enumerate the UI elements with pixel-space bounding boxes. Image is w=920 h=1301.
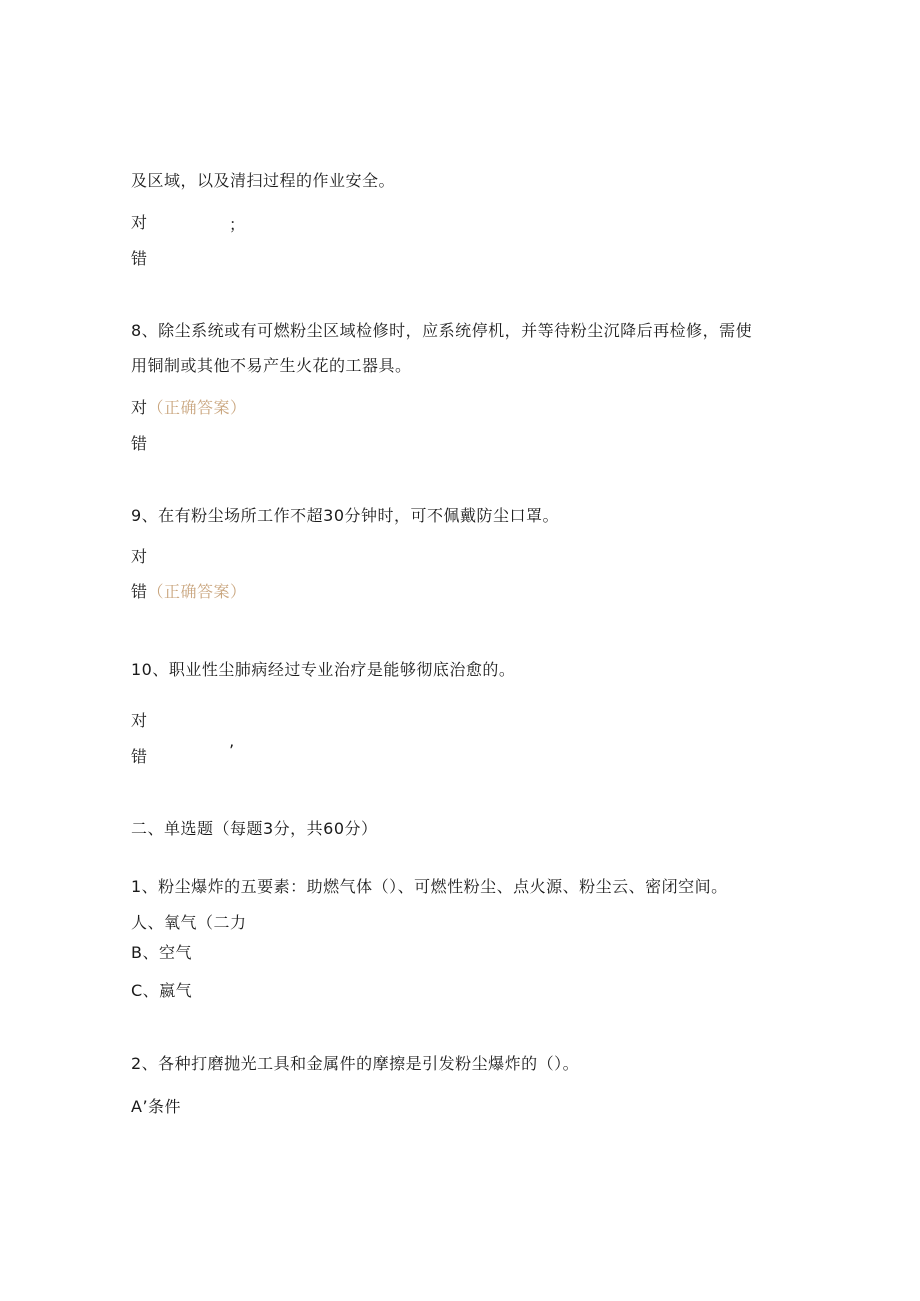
q9-correct-answer-mark: （正确答案）	[147, 582, 247, 601]
q7-stray-mark: ；	[229, 215, 246, 234]
q9-option-false	[131, 581, 247, 603]
q8-option-false: 错	[131, 434, 148, 453]
q10-text-line1: 10、职业性尘肺病经过专业治疗是能够彻底治愈的。	[131, 660, 516, 679]
mc1-question: 1、粉尘爆炸的五要素：助燃气体（）、可燃性粉尘、点火源、粉尘云、密闭空间。	[131, 877, 728, 896]
q9-text-line1: 9、在有粉尘场所工作不超30分钟时，可不佩戴防尘口罩。	[131, 506, 560, 525]
q10-option-false: 错	[131, 747, 148, 766]
q8-text-line2: 用铜制或其他不易产生火花的工器具。	[131, 356, 412, 375]
mc1-option-a: 人、氧气（二力	[131, 913, 247, 932]
mc2-question: 2、各种打磨抛光工具和金属件的摩擦是引发粉尘爆炸的（）。	[131, 1054, 580, 1073]
q8-text-line1: 8、除尘系统或有可燃粉尘区域检修时，应系统停机，并等待粉尘沉降后再检修，需使	[131, 321, 753, 340]
q7-option-true: 对	[131, 213, 148, 232]
mc1-option-b: B、空气	[131, 943, 192, 962]
q8-option-true-label: 对	[131, 398, 148, 417]
mc2-option-a: A’条件	[131, 1097, 182, 1116]
mc1-option-c: C、嬴气	[131, 981, 193, 1000]
q10-stray-mark: ’	[229, 741, 235, 760]
q7-text-continued: 及区域，以及清扫过程的作业安全。	[131, 171, 396, 190]
q8-correct-answer-mark: （正确答案）	[147, 398, 247, 417]
q7-option-false: 错	[131, 249, 148, 268]
q9-option-false-label: 错	[131, 582, 148, 601]
q10-option-true: 对	[131, 711, 148, 730]
q9-option-true: 对	[131, 547, 148, 566]
q8-option-true	[131, 397, 247, 419]
section2-heading: 二、单选题（每题3分，共60分）	[131, 819, 378, 838]
